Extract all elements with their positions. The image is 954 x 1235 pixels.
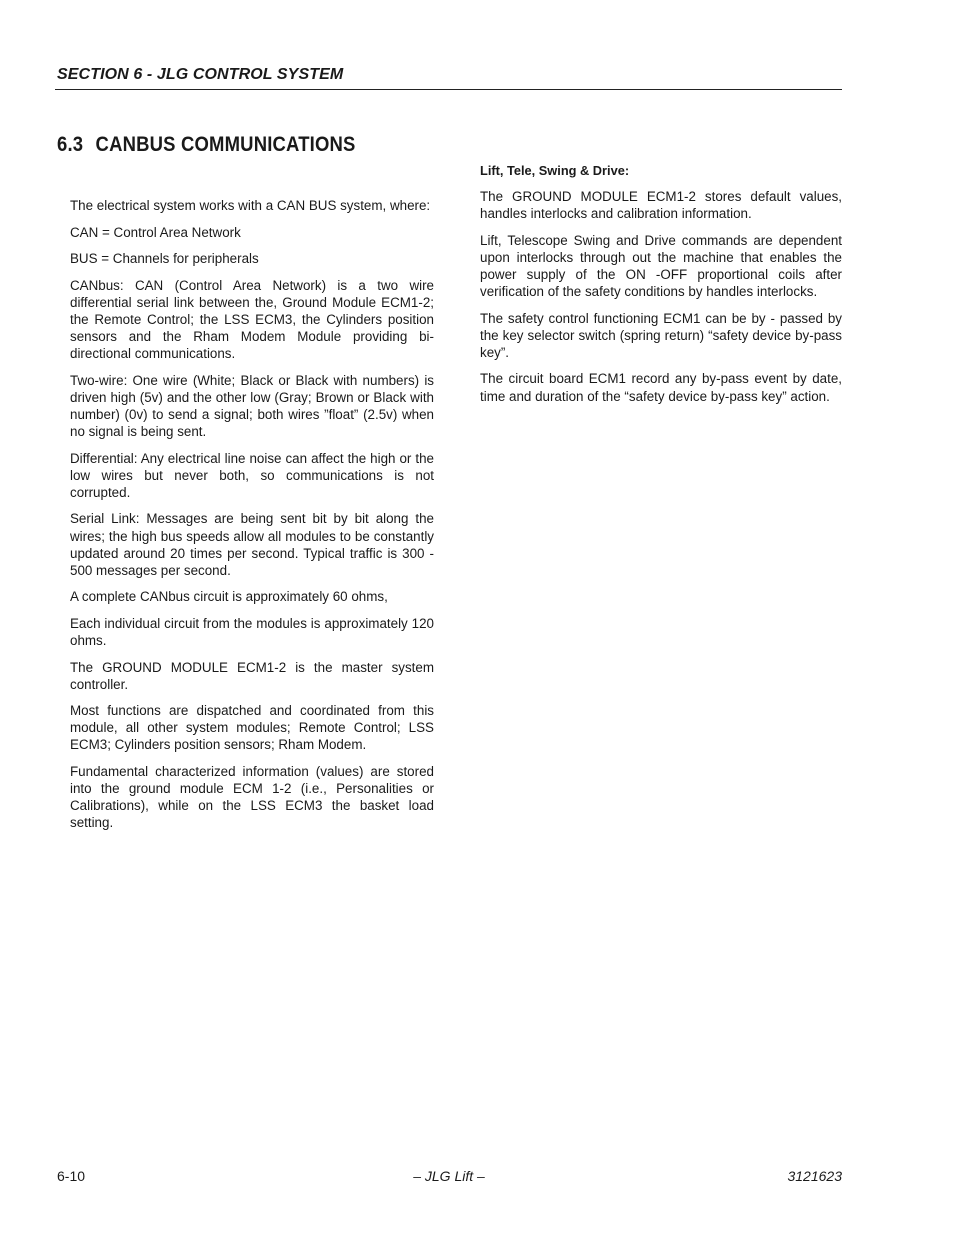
paragraph: CANbus: CAN (Control Area Network) is a two wire differential serial link between the, Ground Module ECM1-2; the Remote Control; the LSS ECM3, the Cylinders position sensors and the Rham Modem Module providing bi-directional communications. — [70, 277, 434, 362]
paragraph: CAN = Control Area Network — [70, 224, 241, 240]
paragraph: A complete CANbus circuit is approximately 60 ohms, — [70, 589, 388, 605]
paragraph: Fundamental characterized information (values) are stored into the ground module ECM 1-2 (i.e., Personalities or Calibrations), while on the LSS ECM3 the basket load setting. — [70, 764, 434, 831]
left-column — [70, 197, 434, 841]
section-heading — [57, 133, 356, 157]
header-divider — [55, 89, 842, 90]
section-title-text: CANBUS COMMUNICATIONS — [95, 133, 356, 156]
paragraph: Each individual circuit from the modules is approximately 120 ohms. — [70, 615, 434, 648]
section-number: 6.3 — [57, 133, 84, 156]
paragraph: Lift, Telescope Swing and Drive commands are dependent upon interlocks through out the machine that enables the power supply of the ON -OFF proportional coils after verification of the safety conditions by handles interlocks. — [480, 232, 842, 300]
section-header-title: SECTION 6 - JLG CONTROL SYSTEM — [57, 66, 344, 83]
paragraph: Most functions are dispatched and coordinated from this module, all other system modules; Remote Control; LSS ECM3; Cylinders position sensors; Rham Modem. — [70, 703, 434, 753]
paragraph: The circuit board ECM1 record any by-pass event by date, time and duration of the “safety device by-pass key” action. — [480, 371, 842, 404]
paragraph: Serial Link: Messages are being sent bit by bit along the wires; the high bus speeds allow all modules to be constantly updated around 20 times per second. Typical traffic is 300 - 500 messages per second. — [70, 511, 434, 578]
paragraph: Two-wire: One wire (White; Black or Black with numbers) is driven high (5v) and the other low (Gray; Brown or Black with number) (0v) to send a signal; both wires ”float” (2.5v) when no signal is being sent. — [70, 372, 434, 440]
right-column — [480, 162, 842, 414]
footer-publisher: – JLG Lift – — [413, 1168, 485, 1184]
paragraph: The electrical system works with a CAN BUS system, where: — [70, 198, 431, 213]
paragraph: The safety control functioning ECM1 can be by - passed by the key selector switch (spring return) “safety device by-pass key”. — [480, 310, 842, 360]
paragraph: The GROUND MODULE ECM1-2 is the master system controller. — [70, 659, 434, 692]
subsection-heading: Lift, Tele, Swing & Drive: — [480, 163, 630, 178]
paragraph: BUS = Channels for peripherals — [70, 251, 259, 267]
paragraph: Differential: Any electrical line noise can affect the high or the low wires but never both, so communications is not corrupted. — [70, 450, 434, 500]
paragraph: The GROUND MODULE ECM1-2 stores default values, handles interlocks and calibration information. — [480, 189, 842, 222]
page-number: 6-10 — [57, 1168, 86, 1184]
document-number: 3121623 — [787, 1168, 842, 1184]
